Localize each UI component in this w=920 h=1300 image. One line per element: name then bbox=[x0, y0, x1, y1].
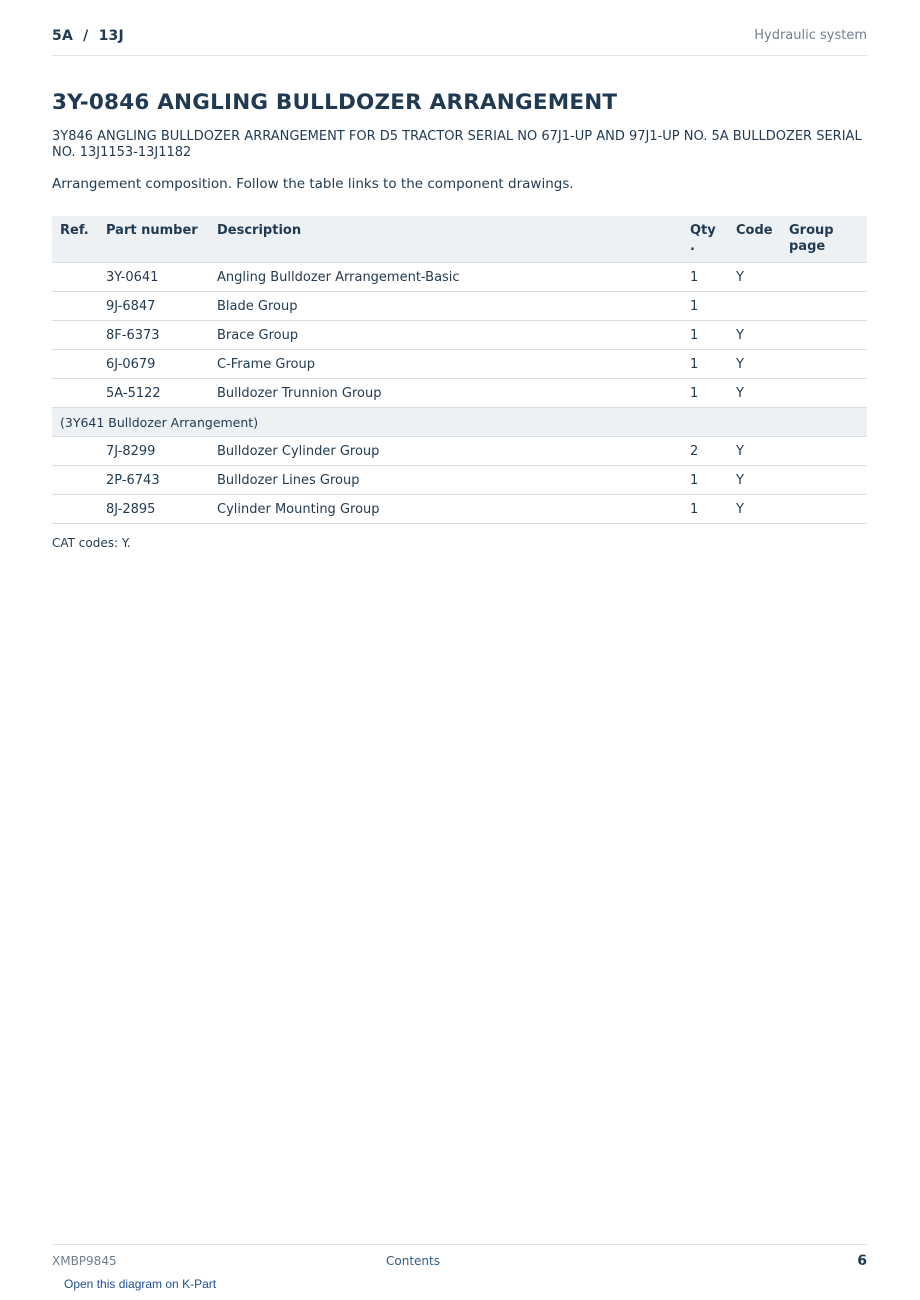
table-row[interactable] bbox=[52, 379, 867, 408]
cell-description: Cylinder Mounting Group bbox=[209, 495, 682, 524]
table-row[interactable] bbox=[52, 263, 867, 292]
cell-ref bbox=[52, 350, 98, 379]
cell-part-number: 6J-0679 bbox=[98, 350, 209, 379]
cell-ref bbox=[52, 379, 98, 408]
cell-part-number: 5A-5122 bbox=[98, 379, 209, 408]
table-row[interactable] bbox=[52, 292, 867, 321]
cell-group-page bbox=[781, 292, 867, 321]
cell-qty: 1 bbox=[682, 263, 728, 292]
parts-table bbox=[52, 216, 867, 524]
header-code: Code bbox=[728, 216, 781, 263]
cell-code: Y bbox=[728, 321, 781, 350]
cell-part-number: 8F-6373 bbox=[98, 321, 209, 350]
header-qty: Qty . bbox=[682, 216, 728, 263]
cell-ref bbox=[52, 292, 98, 321]
contents-link[interactable]: Contents bbox=[386, 1254, 440, 1268]
cell-group-page bbox=[781, 350, 867, 379]
header-ref: Ref. bbox=[52, 216, 98, 263]
cell-qty: 2 bbox=[682, 437, 728, 466]
cell-qty: 1 bbox=[682, 350, 728, 379]
group-label: (3Y641 Bulldozer Arrangement) bbox=[52, 408, 867, 437]
cell-part-number: 3Y-0641 bbox=[98, 263, 209, 292]
cell-group-page bbox=[781, 437, 867, 466]
header-group-page: Group page bbox=[781, 216, 867, 263]
cell-qty: 1 bbox=[682, 466, 728, 495]
page-title: 3Y-0846 ANGLING BULLDOZER ARRANGEMENT bbox=[52, 90, 618, 115]
cell-description: Angling Bulldozer Arrangement-Basic bbox=[209, 263, 682, 292]
cell-group-page bbox=[781, 495, 867, 524]
cat-codes-note: CAT codes: Y. bbox=[52, 536, 131, 550]
cell-code: Y bbox=[728, 379, 781, 408]
cell-description: C-Frame Group bbox=[209, 350, 682, 379]
cell-group-page bbox=[781, 466, 867, 495]
cell-code: Y bbox=[728, 495, 781, 524]
cell-group-page bbox=[781, 321, 867, 350]
cell-ref bbox=[52, 321, 98, 350]
table-row[interactable] bbox=[52, 495, 867, 524]
table-row[interactable] bbox=[52, 437, 867, 466]
group-row bbox=[52, 408, 867, 437]
cell-qty: 1 bbox=[682, 495, 728, 524]
intro-text: Arrangement composition. Follow the table links to the component drawings. bbox=[52, 176, 574, 192]
table-row[interactable] bbox=[52, 466, 867, 495]
page-header bbox=[52, 28, 867, 56]
breadcrumb: 5A / 13J bbox=[52, 28, 124, 44]
cell-qty: 1 bbox=[682, 321, 728, 350]
cell-ref bbox=[52, 495, 98, 524]
table-row[interactable] bbox=[52, 321, 867, 350]
cell-group-page bbox=[781, 379, 867, 408]
cell-part-number: 9J-6847 bbox=[98, 292, 209, 321]
cell-qty: 1 bbox=[682, 292, 728, 321]
open-on-kpart-link[interactable]: Open this diagram on K-Part bbox=[64, 1277, 217, 1291]
table-header-row bbox=[52, 216, 867, 263]
cell-code: Y bbox=[728, 437, 781, 466]
section-label: Hydraulic system bbox=[754, 28, 867, 43]
cell-group-page bbox=[781, 263, 867, 292]
header-part-number: Part number bbox=[98, 216, 209, 263]
cell-code: Y bbox=[728, 263, 781, 292]
cell-description: Blade Group bbox=[209, 292, 682, 321]
cell-description: Brace Group bbox=[209, 321, 682, 350]
cell-description: Bulldozer Lines Group bbox=[209, 466, 682, 495]
cell-part-number: 7J-8299 bbox=[98, 437, 209, 466]
cell-code: Y bbox=[728, 466, 781, 495]
cell-ref bbox=[52, 263, 98, 292]
page-footer bbox=[52, 1244, 867, 1275]
header-description: Description bbox=[209, 216, 682, 263]
table-row[interactable] bbox=[52, 350, 867, 379]
arrangement-subtitle: 3Y846 ANGLING BULLDOZER ARRANGEMENT FOR D5 TRACTOR SERIAL NO 67J1-UP AND 97J1-UP NO. 5A BULLDOZER SERIAL NO. 13J1153-13J1182 bbox=[52, 129, 862, 160]
cell-description: Bulldozer Trunnion Group bbox=[209, 379, 682, 408]
cell-part-number: 2P-6743 bbox=[98, 466, 209, 495]
cell-part-number: 8J-2895 bbox=[98, 495, 209, 524]
cell-description: Bulldozer Cylinder Group bbox=[209, 437, 682, 466]
cell-code bbox=[728, 292, 781, 321]
cell-qty: 1 bbox=[682, 379, 728, 408]
cell-code: Y bbox=[728, 350, 781, 379]
cell-ref bbox=[52, 437, 98, 466]
document-id: XMBP9845 bbox=[52, 1254, 117, 1268]
cell-ref bbox=[52, 466, 98, 495]
page-number: 6 bbox=[857, 1253, 867, 1269]
